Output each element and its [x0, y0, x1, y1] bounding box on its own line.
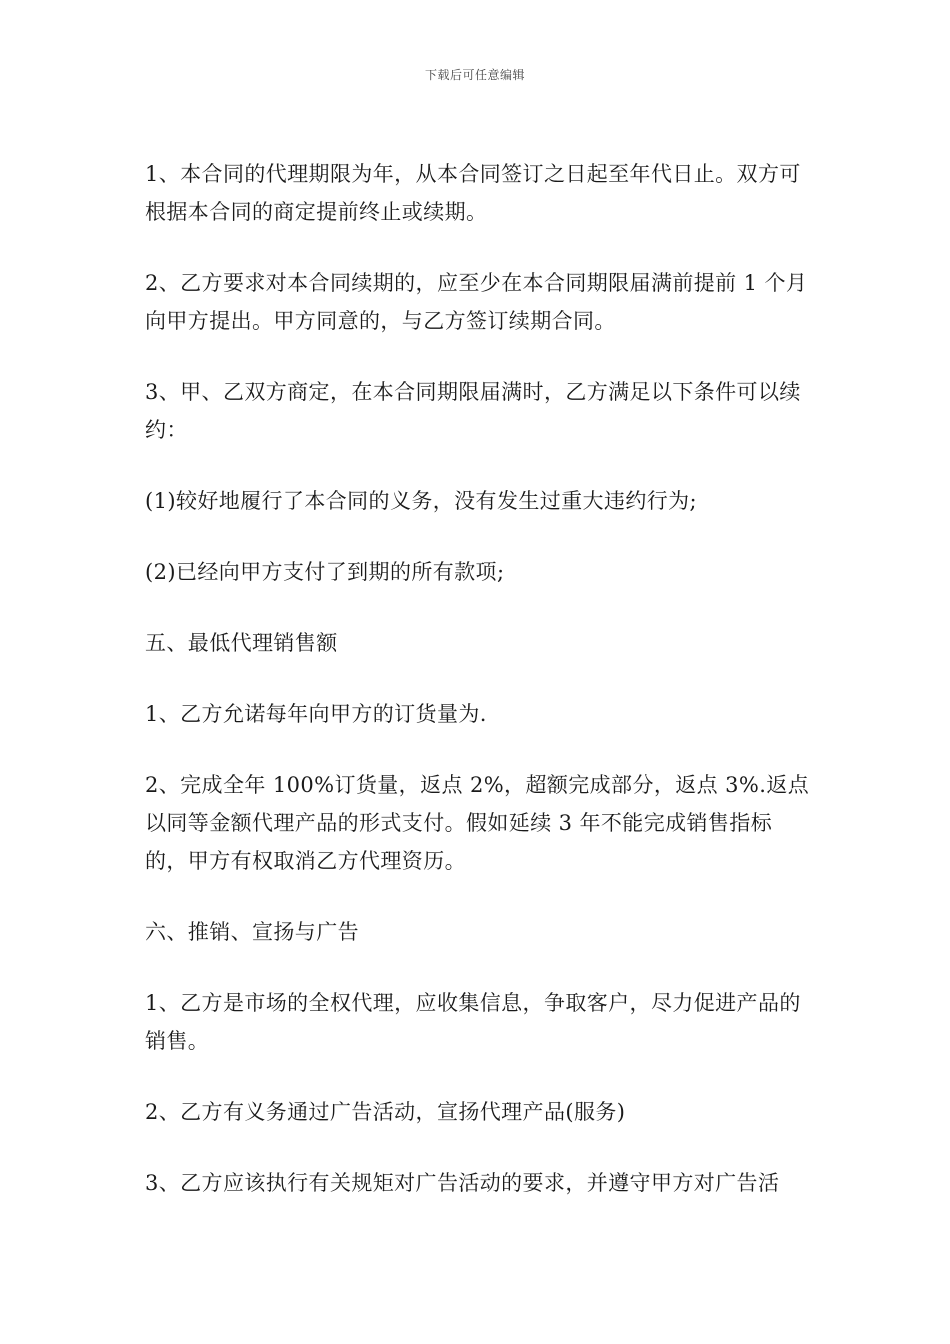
clause-advertising-duty: 2、乙方有义务通过广告活动，宣扬代理产品(服务) [145, 1100, 626, 1124]
section-heading-min-sales: 五、最低代理销售额 [145, 631, 338, 655]
condition-item-1: (1)较好地履行了本合同的义务，没有发生过重大违约行为; [145, 489, 698, 513]
clause-order-volume: 1、乙方允诺每年向甲方的订货量为. [145, 702, 487, 726]
clause-term-period: 1、本合同的代理期限为年，从本合同签订之日起至年代日止。双方可根据本合同的商定提前终止或续期。 [145, 162, 801, 224]
clause-renewal-request: 2、乙方要求对本合同续期的，应至少在本合同期限届满前提前 1 个月向甲方提出。甲方同意的，与乙方签订续期合同。 [145, 271, 808, 333]
clause-advertising-rules: 3、乙方应该执行有关规矩对广告活动的要求，并遵守甲方对广告活 [145, 1171, 780, 1195]
document-body [145, 155, 810, 1235]
clause-renewal-conditions: 3、甲、乙双方商定，在本合同期限届满时，乙方满足以下条件可以续约： [145, 380, 801, 442]
page-header-note: 下载后可任意编辑 [424, 68, 525, 82]
condition-item-2: (2)已经向甲方支付了到期的所有款项; [145, 560, 505, 584]
clause-rebate: 2、完成全年 100%订货量，返点 2%，超额完成部分，返点 3%.返点以同等金额代理产品的形式支付。假如延续 3 年不能完成销售指标的，甲方有权取消乙方代理资历。 [145, 773, 810, 873]
clause-market-agent: 1、乙方是市场的全权代理，应收集信息，争取客户，尽力促进产品的销售。 [145, 991, 801, 1053]
section-heading-promotion: 六、推销、宣扬与广告 [145, 920, 359, 944]
